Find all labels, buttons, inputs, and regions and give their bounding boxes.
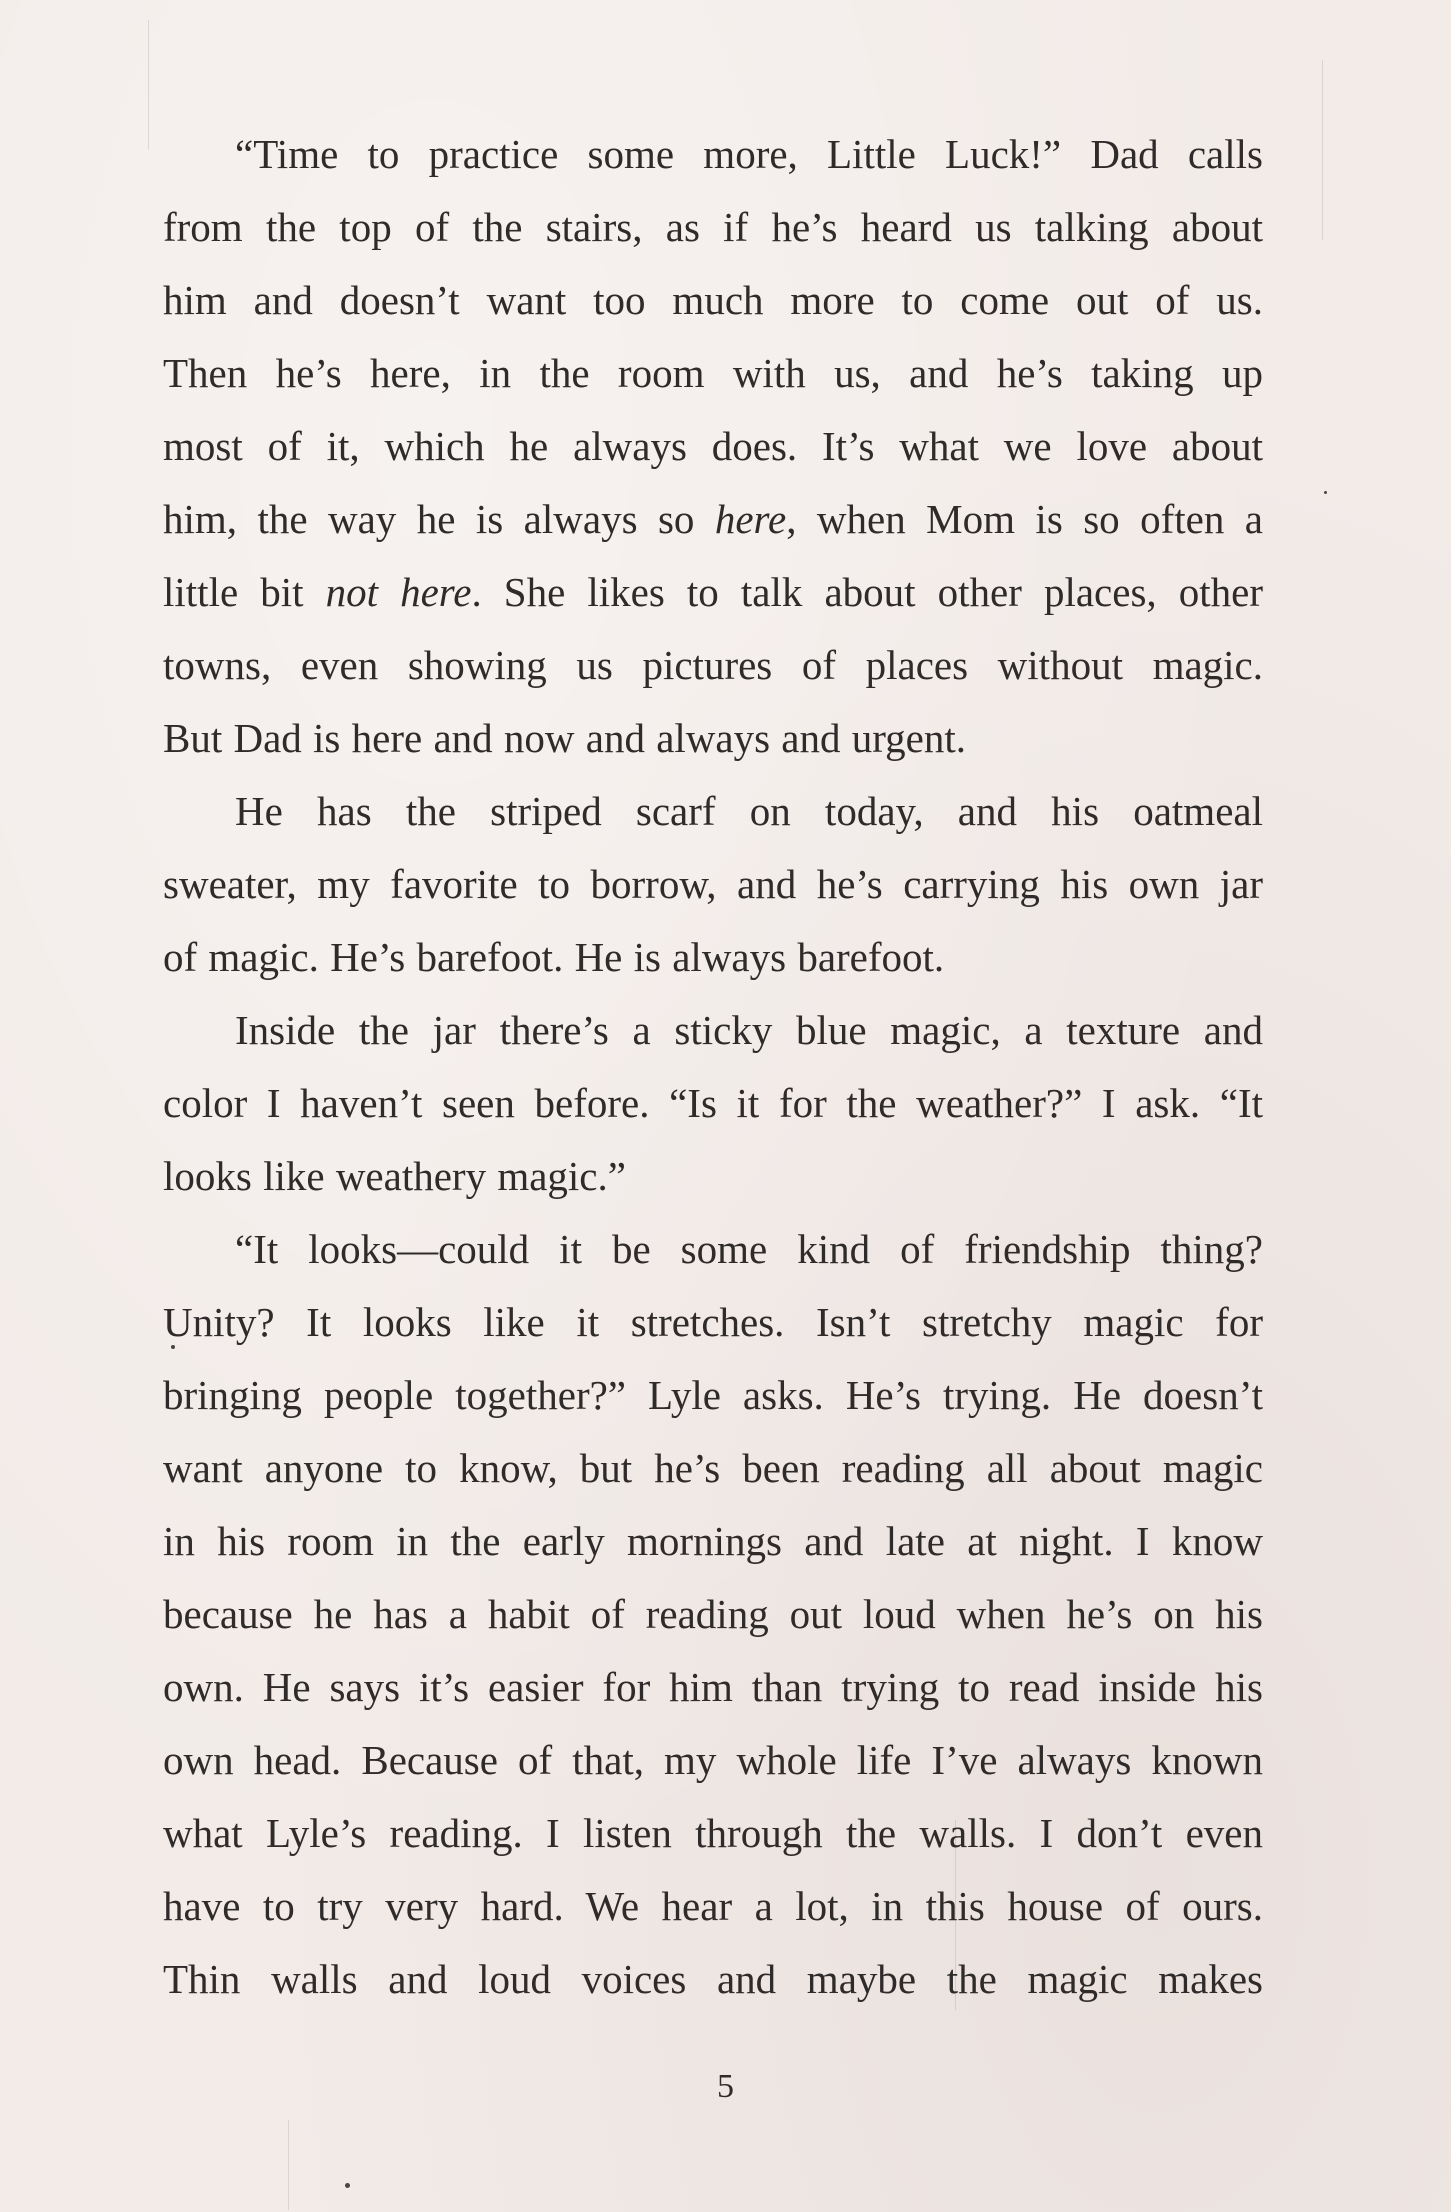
text-segment: Unity? It looks like it stretches. Isn’t stretchy magic for (163, 1299, 1263, 1345)
text-segment: what Lyle’s reading. I listen through the walls. I don’t even (163, 1810, 1263, 1856)
text-line (163, 337, 1263, 410)
text-segment: in his room in the early mornings and late at night. I know (163, 1518, 1263, 1564)
text-line (163, 1797, 1263, 1870)
text-segment: “Time to practice some more, Little Luck!” Dad calls (235, 131, 1263, 177)
text-line (163, 264, 1263, 337)
text-line (163, 848, 1263, 921)
italic-text-segment: not here (325, 569, 472, 615)
text-segment: , when Mom is so often a (786, 496, 1263, 542)
dust-speck (1324, 491, 1327, 494)
text-line (163, 629, 1263, 702)
body-text (163, 118, 1263, 2016)
text-line (163, 191, 1263, 264)
text-segment: him and doesn’t want too much more to come out of us. (163, 277, 1263, 323)
text-line (163, 1505, 1263, 1578)
page-number: 5 (717, 2068, 734, 2105)
text-segment: Then he’s here, in the room with us, and he’s taking up (163, 350, 1263, 396)
scan-streak (1322, 60, 1323, 240)
text-line (163, 921, 1263, 994)
text-segment: have to try very hard. We hear a lot, in this house of ours. (163, 1883, 1263, 1929)
text-line (163, 1067, 1263, 1140)
text-segment: own head. Because of that, my whole life I’ve always known (163, 1737, 1263, 1783)
text-segment: He has the striped scarf on today, and his oatmeal (235, 788, 1263, 834)
text-segment: bringing people together?” Lyle asks. He’s trying. He doesn’t (163, 1372, 1263, 1418)
text-segment: Thin walls and loud voices and maybe the magic makes (163, 1956, 1263, 2002)
text-line (163, 1432, 1263, 1505)
text-segment: looks like weathery magic.” (163, 1153, 626, 1199)
text-segment: “It looks—could it be some kind of friendship thing? (235, 1226, 1263, 1272)
text-line (163, 1651, 1263, 1724)
text-line (163, 1870, 1263, 1943)
text-segment: color I haven’t seen before. “Is it for the weather?” I ask. “It (163, 1080, 1263, 1126)
text-line (163, 994, 1263, 1067)
text-segment: from the top of the stairs, as if he’s heard us talking about (163, 204, 1263, 250)
text-line (163, 1943, 1263, 2016)
text-line (163, 410, 1263, 483)
italic-text-segment: here (714, 496, 787, 542)
text-segment: want anyone to know, but he’s been reading all about magic (163, 1445, 1263, 1491)
text-line (163, 1578, 1263, 1651)
text-segment: him, the way he is always so (163, 496, 715, 542)
text-segment: because he has a habit of reading out loud when he’s on his (163, 1591, 1263, 1637)
text-segment: . She likes to talk about other places, other (471, 569, 1263, 615)
scan-streak (288, 2120, 289, 2210)
text-line (163, 702, 1263, 775)
text-segment: of magic. He’s barefoot. He is always barefoot. (163, 934, 945, 980)
text-segment: little bit (163, 569, 326, 615)
text-segment: sweater, my favorite to borrow, and he’s carrying his own jar (163, 861, 1263, 907)
text-line (163, 1724, 1263, 1797)
text-line (163, 1213, 1263, 1286)
text-segment: But Dad is here and now and always and urgent. (163, 715, 966, 761)
text-line (163, 483, 1263, 556)
text-line (163, 118, 1263, 191)
text-line (163, 775, 1263, 848)
dust-speck (345, 2183, 350, 2188)
text-segment: towns, even showing us pictures of places without magic. (163, 642, 1263, 688)
text-line (163, 1359, 1263, 1432)
text-segment: own. He says it’s easier for him than trying to read inside his (163, 1664, 1263, 1710)
text-line (163, 1286, 1263, 1359)
text-line (163, 1140, 1263, 1213)
scan-streak (148, 20, 149, 150)
text-line (163, 556, 1263, 629)
text-segment: most of it, which he always does. It’s what we love about (163, 423, 1263, 469)
text-segment: Inside the jar there’s a sticky blue magic, a texture and (235, 1007, 1263, 1053)
